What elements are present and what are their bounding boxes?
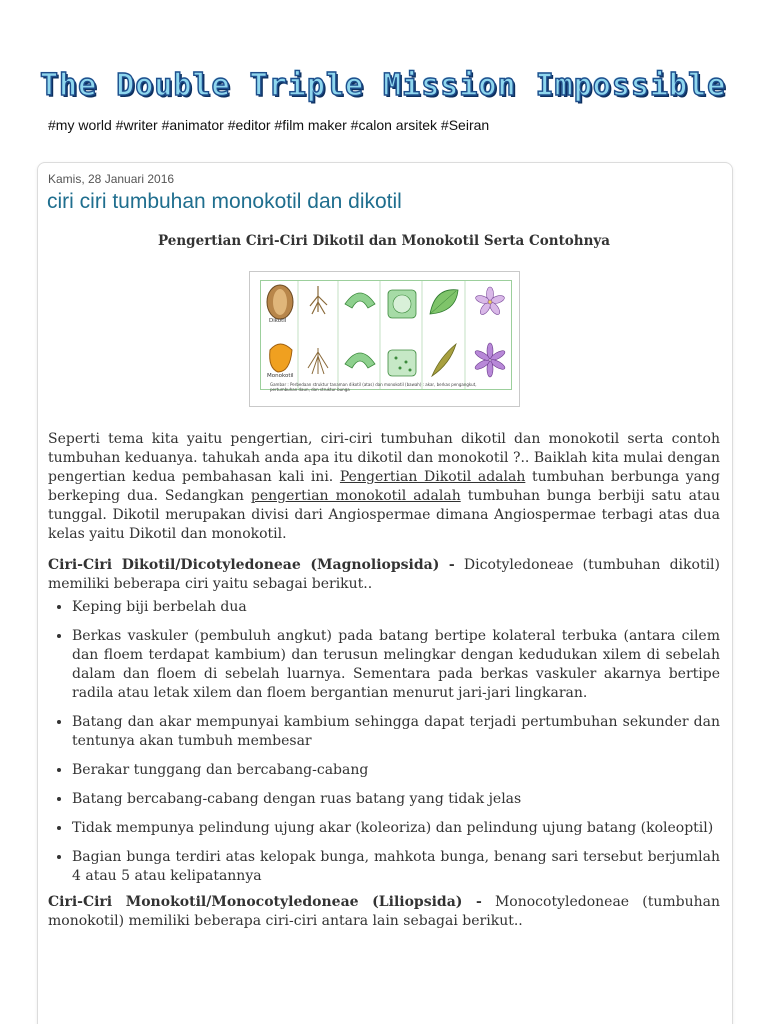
intro-text-3: tumbuhan bunga berbiji satu atau tunggal. Dikotil merupakan divisi dari Angiospermae dimana Angiospermae terbagi atas dua kelas yaitu Dikotil dan monokotil. <box>48 488 720 542</box>
link-pengertian-dikotil[interactable]: Pengertian Dikotil adalah <box>339 469 526 485</box>
post-subtitle: Pengertian Ciri-Ciri Dikotil dan Monokotil Serta Contohnya <box>157 233 611 249</box>
monokotil-paragraph <box>48 893 720 931</box>
list-item: • Batang bercabang-cabang dengan ruas batang yang tidak jelas <box>72 790 720 809</box>
blog-tagline: #my world #writer #animator #editor #film maker #calon arsitek #Seiran <box>48 117 490 133</box>
list-item: • Bagian bunga terdiri atas kelopak bunga, mahkota bunga, benang sari tersebut berjumlah 4 atau 5 atau kelipatannya <box>72 848 720 886</box>
list-item: • Batang dan akar mempunyai kambium sehingga dapat terjadi pertumbuhan sekunder dan tentunya akan tumbuh membesar <box>72 713 720 751</box>
dikotil-list <box>48 598 720 886</box>
list-item: • Berakar tunggang dan bercabang-cabang <box>72 761 720 780</box>
list-item: • Berkas vaskuler (pembuluh angkut) pada batang bertipe kolateral terbuka (antara cilem dan floem terdapat kambium) dan terusun melingkar dengan kedudukan xilem di sebelah dalam dan floem di sebelah luarnya. Sementara pada berkas vaskuler akarnya bertipe radila atau letak xilem dan floem bergantian menurut jari-jari lingkaran. <box>72 627 720 703</box>
link-pengertian-monokotil[interactable]: pengertian monokotil adalah <box>250 488 461 504</box>
intro-paragraph <box>48 430 720 544</box>
monokotil-intro: Monocotyledoneae (tumbuhan monokotil) memiliki beberapa ciri-ciri antara lain sebagai berikut.. <box>48 894 720 929</box>
monokotil-heading: Ciri-Ciri Monokotil/Monocotyledoneae (Liliopsida) - <box>48 894 482 910</box>
dikotil-paragraph <box>48 556 720 594</box>
intro-text-1: Seperti tema kita yaitu pengertian, ciri-ciri tumbuhan dikotil dan monokotil serta contoh tumbuhan keduanya. tahukah anda apa itu dikotil dan monokotil ?.. Baiklah kita mulai dengan pengertian kedua pembahasan kali ini. <box>48 431 720 485</box>
post-body <box>48 430 720 931</box>
list-item: • Tidak mempunya pelindung ujung akar (koleoriza) dan pelindung ujung batang (koleoptil) <box>72 819 720 838</box>
blog-title[interactable]: The Double Triple Mission Impossible <box>40 68 727 103</box>
dikotil-heading: Ciri-Ciri Dikotil/Dicotyledoneae (Magnoliopsida) - <box>48 557 455 573</box>
post-date: Kamis, 28 Januari 2016 <box>48 172 175 186</box>
list-item: • Keping biji berbelah dua <box>72 598 720 617</box>
blog-banner[interactable] <box>40 64 730 108</box>
dikotil-monokotil-figure[interactable] <box>249 271 520 407</box>
post-title[interactable]: ciri ciri tumbuhan monokotil dan dikotil <box>47 190 402 213</box>
figure-label-monokotil: Monokotil <box>267 373 294 379</box>
dikotil-intro: Dicotyledoneae (tumbuhan dikotil) memiliki beberapa ciri yaitu sebagai berikut.. <box>48 557 720 592</box>
figure-label-dikotil: Dikotil <box>269 318 287 324</box>
figure-caption: Gambar : Perbedaan struktur tanaman dikotil (atas) dan monokotil (bawah) : akar, berkas pengangkut, pertumbuhan daun, dan struktur bunga <box>270 382 477 392</box>
intro-text-2: tumbuhan berbunga yang berkeping dua. Sedangkan <box>48 469 721 504</box>
